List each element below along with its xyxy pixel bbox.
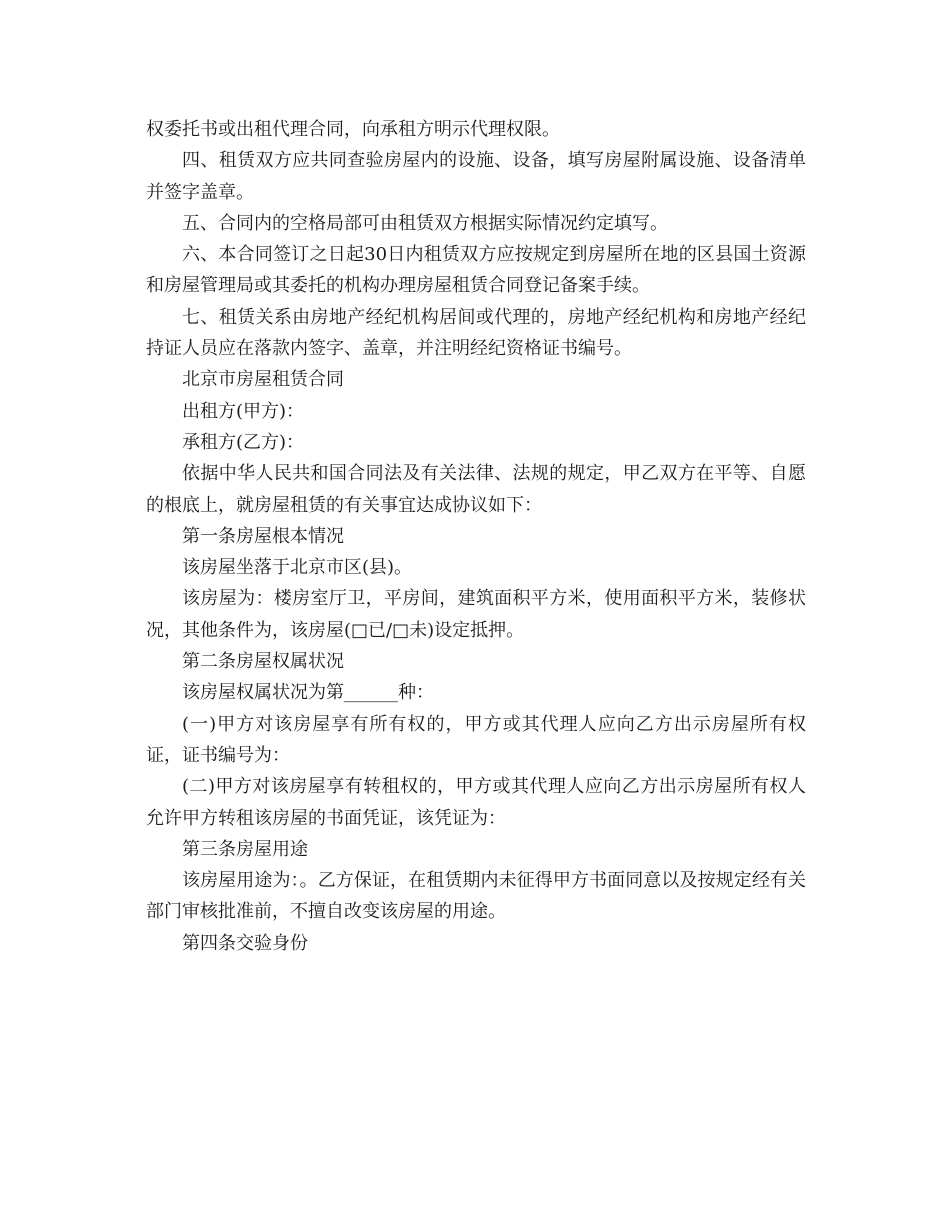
paragraph: 六、本合同签订之日起30日内租赁双方应按规定到房屋所在地的区县国土资源和房屋管理局或其委托的机构办理房屋租赁合同登记备案手续。 xyxy=(146,244,806,297)
paragraph: 该房屋为：楼房室厅卫，平房间，建筑面积平方米，使用面积平方米，装修状况，其他条件为，该房屋(□已/□未)设定抵押。 xyxy=(146,588,806,641)
article-heading: 第二条房屋权属状况 xyxy=(182,651,344,673)
paragraph: 权委托书或出租代理合同，向承租方明示代理权限。 xyxy=(146,119,560,140)
paragraph: 依据中华人民共和国合同法及有关法律、法规的规定，甲乙双方在平等、自愿的根底上，就房屋租赁的有关事宜达成协议如下： xyxy=(146,463,806,516)
paragraph: (一)甲方对该房屋享有所有权的，甲方或其代理人应向乙方出示房屋所有权证，证书编号为： xyxy=(146,713,806,766)
paragraph: 五、合同内的空格局部可由租赁双方根据实际情况约定填写。 xyxy=(182,212,668,234)
article-heading: 第一条房屋根本情况 xyxy=(182,525,344,547)
article-heading: 第四条交验身份 xyxy=(182,932,308,954)
document-body xyxy=(146,114,806,959)
paragraph: 承租方(乙方)： xyxy=(182,431,305,453)
paragraph: 出租方(甲方)： xyxy=(182,400,305,422)
paragraph: (二)甲方对该房屋享有转租权的，甲方或其代理人应向乙方出示房屋所有权人允许甲方转租该房屋的书面凭证，该凭证为： xyxy=(146,776,806,829)
paragraph: 七、租赁关系由房地产经纪机构居间或代理的，房地产经纪机构和房地产经纪持证人员应在落款内签字、盖章，并注明经纪资格证书编号。 xyxy=(146,306,806,360)
section-title: 北京市房屋租赁合同 xyxy=(182,369,344,391)
paragraph: 该房屋用途为：。乙方保证，在租赁期内未征得甲方书面同意以及按规定经有关部门审核批准前，不擅自改变该房屋的用途。 xyxy=(146,870,806,923)
paragraph: 四、租赁双方应共同查验房屋内的设施、设备，填写房屋附属设施、设备清单并签字盖章。 xyxy=(146,150,806,203)
paragraph: 该房屋权属状况为第______种： xyxy=(182,682,434,704)
article-heading: 第三条房屋用途 xyxy=(182,838,308,860)
paragraph: 该房屋坐落于北京市区(县)。 xyxy=(182,557,413,579)
